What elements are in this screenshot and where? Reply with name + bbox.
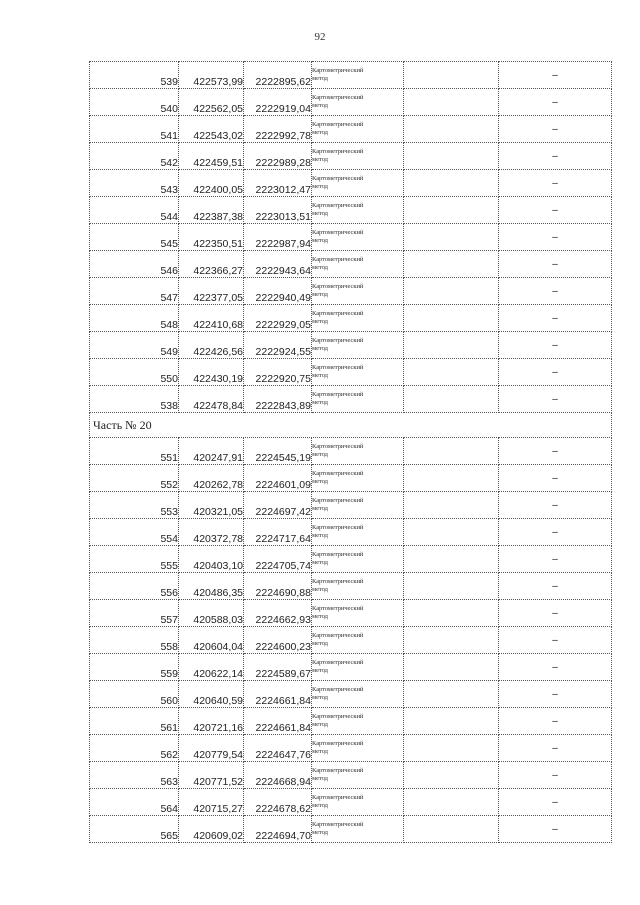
dash-mark: – <box>552 635 558 646</box>
point-number: 543 <box>90 170 179 197</box>
method-cell <box>312 278 404 305</box>
table-row <box>90 224 612 251</box>
method-cell <box>312 143 404 170</box>
point-number: 539 <box>90 62 179 89</box>
dash-cell <box>499 519 612 546</box>
method-label: Картометрический метод <box>312 310 364 325</box>
coord-x: 420779,54 <box>179 735 244 762</box>
method-cell <box>312 62 404 89</box>
method-cell <box>312 627 404 654</box>
method-cell <box>312 251 404 278</box>
coord-y: 2224647,76 <box>244 735 312 762</box>
dash-cell <box>499 62 612 89</box>
point-number: 550 <box>90 359 179 386</box>
method-cell <box>312 116 404 143</box>
method-label: Картометрический метод <box>312 578 364 593</box>
method-cell <box>312 332 404 359</box>
table-row <box>90 519 612 546</box>
empty-cell <box>404 600 499 627</box>
dash-cell <box>499 305 612 332</box>
dash-mark: – <box>552 770 558 781</box>
method-label: Картометрический метод <box>312 497 364 512</box>
method-cell <box>312 519 404 546</box>
dash-cell <box>499 492 612 519</box>
method-cell <box>312 681 404 708</box>
method-label: Картометрический метод <box>312 364 364 379</box>
coord-x: 422387,38 <box>179 197 244 224</box>
method-cell <box>312 197 404 224</box>
coord-y: 2224545,19 <box>244 438 312 465</box>
coord-y: 2224662,93 <box>244 600 312 627</box>
table-row <box>90 816 612 843</box>
dash-cell <box>499 143 612 170</box>
method-label: Картометрический метод <box>312 202 364 217</box>
method-cell <box>312 170 404 197</box>
empty-cell <box>404 305 499 332</box>
dash-mark: – <box>552 743 558 754</box>
point-number: 542 <box>90 143 179 170</box>
method-cell <box>312 735 404 762</box>
point-number: 553 <box>90 492 179 519</box>
method-cell <box>312 654 404 681</box>
section-header <box>90 413 612 438</box>
dash-cell <box>499 332 612 359</box>
coord-y: 2224600,23 <box>244 627 312 654</box>
point-number: 551 <box>90 438 179 465</box>
empty-cell <box>404 627 499 654</box>
method-label: Картометрический метод <box>312 175 364 190</box>
table-row <box>90 546 612 573</box>
method-cell <box>312 573 404 600</box>
coord-x: 420321,05 <box>179 492 244 519</box>
coord-x: 422459,51 <box>179 143 244 170</box>
dash-cell <box>499 654 612 681</box>
empty-cell <box>404 519 499 546</box>
dash-cell <box>499 762 612 789</box>
coord-x: 420715,27 <box>179 789 244 816</box>
coord-x: 422478,84 <box>179 386 244 413</box>
coord-x: 422377,05 <box>179 278 244 305</box>
empty-cell <box>404 465 499 492</box>
table-row <box>90 789 612 816</box>
table-row <box>90 332 612 359</box>
dash-cell <box>499 465 612 492</box>
method-cell <box>312 600 404 627</box>
dash-cell <box>499 816 612 843</box>
point-number: 552 <box>90 465 179 492</box>
table-row <box>90 573 612 600</box>
dash-mark: – <box>552 367 558 378</box>
point-number: 547 <box>90 278 179 305</box>
coord-x: 420588,03 <box>179 600 244 627</box>
empty-cell <box>404 816 499 843</box>
dash-mark: – <box>552 70 558 81</box>
dash-cell <box>499 116 612 143</box>
table-row <box>90 465 612 492</box>
table-row <box>90 735 612 762</box>
table-row <box>90 89 612 116</box>
coord-y: 2222920,75 <box>244 359 312 386</box>
empty-cell <box>404 332 499 359</box>
coord-y: 2224601,09 <box>244 465 312 492</box>
dash-mark: – <box>552 394 558 405</box>
method-label: Картометрический метод <box>312 686 364 701</box>
dash-cell <box>499 681 612 708</box>
point-number: 554 <box>90 519 179 546</box>
method-cell <box>312 359 404 386</box>
dash-cell <box>499 170 612 197</box>
table-row <box>90 62 612 89</box>
coord-x: 420640,59 <box>179 681 244 708</box>
empty-cell <box>404 170 499 197</box>
empty-cell <box>404 143 499 170</box>
empty-cell <box>404 386 499 413</box>
method-cell <box>312 438 404 465</box>
dash-cell <box>499 224 612 251</box>
coord-y: 2223013,51 <box>244 197 312 224</box>
section-row <box>90 413 612 438</box>
coord-y: 2224690,88 <box>244 573 312 600</box>
empty-cell <box>404 735 499 762</box>
coord-y: 2222929,05 <box>244 305 312 332</box>
dash-mark: – <box>552 446 558 457</box>
coordinates-table <box>89 61 612 843</box>
dash-mark: – <box>552 259 558 270</box>
coord-y: 2224694,70 <box>244 816 312 843</box>
dash-mark: – <box>552 232 558 243</box>
dash-cell <box>499 600 612 627</box>
dash-mark: – <box>552 205 558 216</box>
dash-cell <box>499 386 612 413</box>
dash-mark: – <box>552 286 558 297</box>
table-row <box>90 359 612 386</box>
method-label: Картометрический метод <box>312 391 364 406</box>
table-row <box>90 197 612 224</box>
dash-cell <box>499 89 612 116</box>
point-number: 544 <box>90 197 179 224</box>
coord-x: 420486,35 <box>179 573 244 600</box>
method-cell <box>312 816 404 843</box>
coord-x: 420247,91 <box>179 438 244 465</box>
point-number: 549 <box>90 332 179 359</box>
empty-cell <box>404 762 499 789</box>
section-title: Часть № 20 <box>90 413 612 438</box>
rows-group-b <box>90 438 612 843</box>
coord-y: 2224589,67 <box>244 654 312 681</box>
dash-cell <box>499 573 612 600</box>
dash-mark: – <box>552 581 558 592</box>
dash-mark: – <box>552 313 558 324</box>
coord-y: 2224661,84 <box>244 708 312 735</box>
coord-x: 422426,56 <box>179 332 244 359</box>
coord-x: 422562,05 <box>179 89 244 116</box>
point-number: 561 <box>90 708 179 735</box>
dash-cell <box>499 546 612 573</box>
method-label: Картометрический метод <box>312 470 364 485</box>
method-label: Картометрический метод <box>312 794 364 809</box>
point-number: 557 <box>90 600 179 627</box>
dash-cell <box>499 251 612 278</box>
point-number: 560 <box>90 681 179 708</box>
dash-mark: – <box>552 689 558 700</box>
coord-x: 422543,02 <box>179 116 244 143</box>
dash-mark: – <box>552 716 558 727</box>
empty-cell <box>404 197 499 224</box>
point-number: 548 <box>90 305 179 332</box>
coord-x: 422573,99 <box>179 62 244 89</box>
coord-x: 420609,02 <box>179 816 244 843</box>
dash-cell <box>499 789 612 816</box>
method-label: Картометрический метод <box>312 121 364 136</box>
method-cell <box>312 89 404 116</box>
dash-mark: – <box>552 662 558 673</box>
dash-cell <box>499 708 612 735</box>
empty-cell <box>404 89 499 116</box>
coord-y: 2224717,64 <box>244 519 312 546</box>
table-row <box>90 143 612 170</box>
dash-cell <box>499 359 612 386</box>
method-label: Картометрический метод <box>312 659 364 674</box>
coord-y: 2222895,62 <box>244 62 312 89</box>
coord-y: 2222919,04 <box>244 89 312 116</box>
method-label: Картометрический метод <box>312 632 364 647</box>
method-label: Картометрический метод <box>312 229 364 244</box>
empty-cell <box>404 492 499 519</box>
table-row <box>90 386 612 413</box>
method-label: Картометрический метод <box>312 767 364 782</box>
coord-x: 422400,05 <box>179 170 244 197</box>
method-label: Картометрический метод <box>312 256 364 271</box>
coord-x: 420604,04 <box>179 627 244 654</box>
point-number: 545 <box>90 224 179 251</box>
dash-mark: – <box>552 824 558 835</box>
coord-y: 2222940,49 <box>244 278 312 305</box>
point-number: 558 <box>90 627 179 654</box>
empty-cell <box>404 116 499 143</box>
empty-cell <box>404 224 499 251</box>
table-row <box>90 627 612 654</box>
coord-y: 2224705,74 <box>244 546 312 573</box>
table-row <box>90 681 612 708</box>
coord-y: 2222943,64 <box>244 251 312 278</box>
method-label: Картометрический метод <box>312 551 364 566</box>
point-number: 538 <box>90 386 179 413</box>
method-cell <box>312 386 404 413</box>
table-row <box>90 708 612 735</box>
method-label: Картометрический метод <box>312 713 364 728</box>
method-label: Картометрический метод <box>312 94 364 109</box>
dash-cell <box>499 197 612 224</box>
table-row <box>90 305 612 332</box>
coord-x: 420622,14 <box>179 654 244 681</box>
coord-y: 2222924,55 <box>244 332 312 359</box>
dash-cell <box>499 438 612 465</box>
point-number: 565 <box>90 816 179 843</box>
dash-mark: – <box>552 608 558 619</box>
dash-mark: – <box>552 124 558 135</box>
coord-x: 420771,52 <box>179 762 244 789</box>
method-label: Картометрический метод <box>312 605 364 620</box>
coord-x: 420721,16 <box>179 708 244 735</box>
empty-cell <box>404 573 499 600</box>
table-row <box>90 251 612 278</box>
method-cell <box>312 546 404 573</box>
dash-mark: – <box>552 797 558 808</box>
coord-y: 2222843,89 <box>244 386 312 413</box>
method-cell <box>312 224 404 251</box>
dash-mark: – <box>552 500 558 511</box>
method-label: Картометрический метод <box>312 337 364 352</box>
empty-cell <box>404 681 499 708</box>
coord-y: 2222989,28 <box>244 143 312 170</box>
point-number: 562 <box>90 735 179 762</box>
coord-y: 2222992,78 <box>244 116 312 143</box>
dash-cell <box>499 735 612 762</box>
empty-cell <box>404 789 499 816</box>
point-number: 555 <box>90 546 179 573</box>
rows-group-a <box>90 62 612 413</box>
coord-y: 2224678,62 <box>244 789 312 816</box>
table-row <box>90 278 612 305</box>
table-row <box>90 438 612 465</box>
coord-x: 422430,19 <box>179 359 244 386</box>
point-number: 559 <box>90 654 179 681</box>
method-cell <box>312 708 404 735</box>
empty-cell <box>404 359 499 386</box>
dash-mark: – <box>552 527 558 538</box>
method-label: Картометрический метод <box>312 821 364 836</box>
empty-cell <box>404 546 499 573</box>
empty-cell <box>404 62 499 89</box>
dash-mark: – <box>552 554 558 565</box>
method-cell <box>312 492 404 519</box>
point-number: 540 <box>90 89 179 116</box>
method-cell <box>312 789 404 816</box>
page-number: 92 <box>314 31 326 43</box>
coord-x: 420372,78 <box>179 519 244 546</box>
coord-y: 2222987,94 <box>244 224 312 251</box>
method-label: Картометрический метод <box>312 148 364 163</box>
empty-cell <box>404 278 499 305</box>
dash-mark: – <box>552 178 558 189</box>
point-number: 564 <box>90 789 179 816</box>
table-row <box>90 116 612 143</box>
dash-mark: – <box>552 340 558 351</box>
empty-cell <box>404 251 499 278</box>
table-row <box>90 762 612 789</box>
empty-cell <box>404 438 499 465</box>
empty-cell <box>404 654 499 681</box>
method-label: Картометрический метод <box>312 740 364 755</box>
table-row <box>90 492 612 519</box>
coord-y: 2224661,84 <box>244 681 312 708</box>
table-row <box>90 600 612 627</box>
point-number: 546 <box>90 251 179 278</box>
method-cell <box>312 762 404 789</box>
method-label: Картометрический метод <box>312 67 364 82</box>
method-label: Картометрический метод <box>312 524 364 539</box>
method-cell <box>312 305 404 332</box>
table-row <box>90 170 612 197</box>
table-row <box>90 654 612 681</box>
method-label: Картометрический метод <box>312 283 364 298</box>
coord-x: 420403,10 <box>179 546 244 573</box>
coord-y: 2224697,42 <box>244 492 312 519</box>
empty-cell <box>404 708 499 735</box>
coord-x: 422366,27 <box>179 251 244 278</box>
coord-y: 2224668,94 <box>244 762 312 789</box>
method-cell <box>312 465 404 492</box>
coord-x: 420262,78 <box>179 465 244 492</box>
point-number: 541 <box>90 116 179 143</box>
coord-y: 2223012,47 <box>244 170 312 197</box>
dash-mark: – <box>552 151 558 162</box>
coord-x: 422350,51 <box>179 224 244 251</box>
point-number: 556 <box>90 573 179 600</box>
dash-cell <box>499 627 612 654</box>
dash-mark: – <box>552 97 558 108</box>
coord-x: 422410,68 <box>179 305 244 332</box>
point-number: 563 <box>90 762 179 789</box>
dash-mark: – <box>552 473 558 484</box>
method-label: Картометрический метод <box>312 443 364 458</box>
dash-cell <box>499 278 612 305</box>
